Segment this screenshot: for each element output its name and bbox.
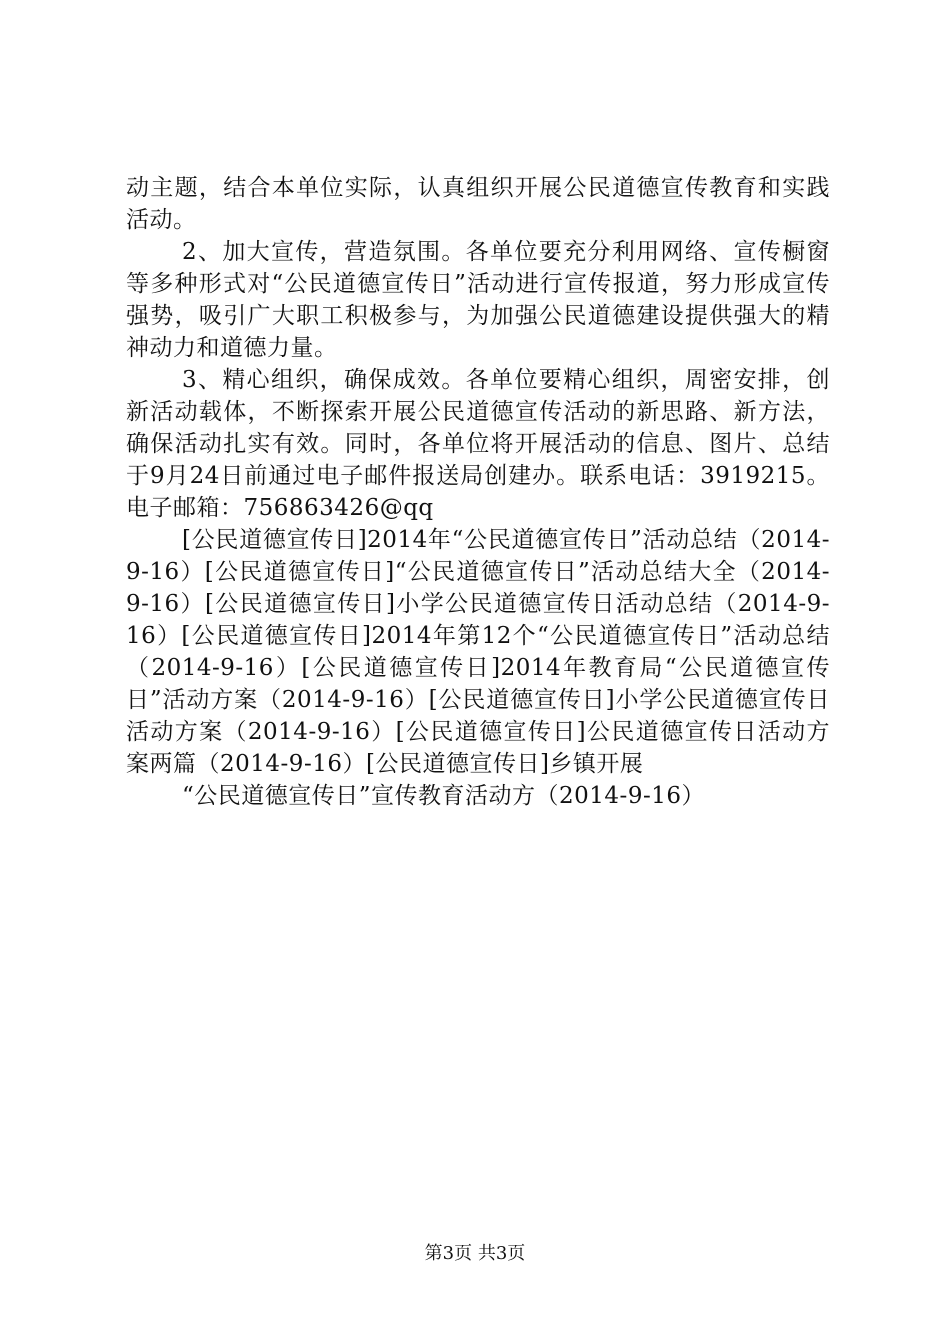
paragraph-last-link: “公民道德宣传日”宣传教育活动方（2014-9-16） [182,783,705,809]
paragraph-organization: 3、精心组织，确保成效。各单位要精心组织，周密安排，创新活动载体，不断探索开展公民道德宣传活动的新思路、新方法，确保活动扎实有效。同时，各单位将开展活动的信息、图片、总结于9月24日前通过电子邮件报送局创建办。联系电话：3919215。电子邮箱：756863426@qq [126,367,830,521]
paragraph-continuation: 动主题，结合本单位实际，认真组织开展公民道德宣传教育和实践活动。 [126,175,830,233]
paragraph-related-links: [公民道德宣传日]2014年“公民道德宣传日”活动总结（2014-9-16）[公民道德宣传日]“公民道德宣传日”活动总结大全（2014-9-16）[公民道德宣传日]小学公民道德宣传日活动总结（2014-9-16）[公民道德宣传日]2014年第12个“公民道德宣传日”活动总结（2014-9-16）[公民道德宣传日]2014年教育局“公民道德宣传日”活动方案（2014-9-16）[公民道德宣传日]小学公民道德宣传日活动方案（2014-9-16）[公民道德宣传日]公民道德宣传日活动方案两篇（2014-9-16）[公民道德宣传日]乡镇开展 [126,527,830,777]
document-body [126,172,830,812]
page-number-footer: 第3页 共3页 [424,1243,526,1264]
paragraph-publicity: 2、加大宣传，营造氛围。各单位要充分利用网络、宣传橱窗等多种形式对“公民道德宣传日”活动进行宣传报道，努力形成宣传强势，吸引广大职工积极参与，为加强公民道德建设提供强大的精神动力和道德力量。 [126,239,830,361]
